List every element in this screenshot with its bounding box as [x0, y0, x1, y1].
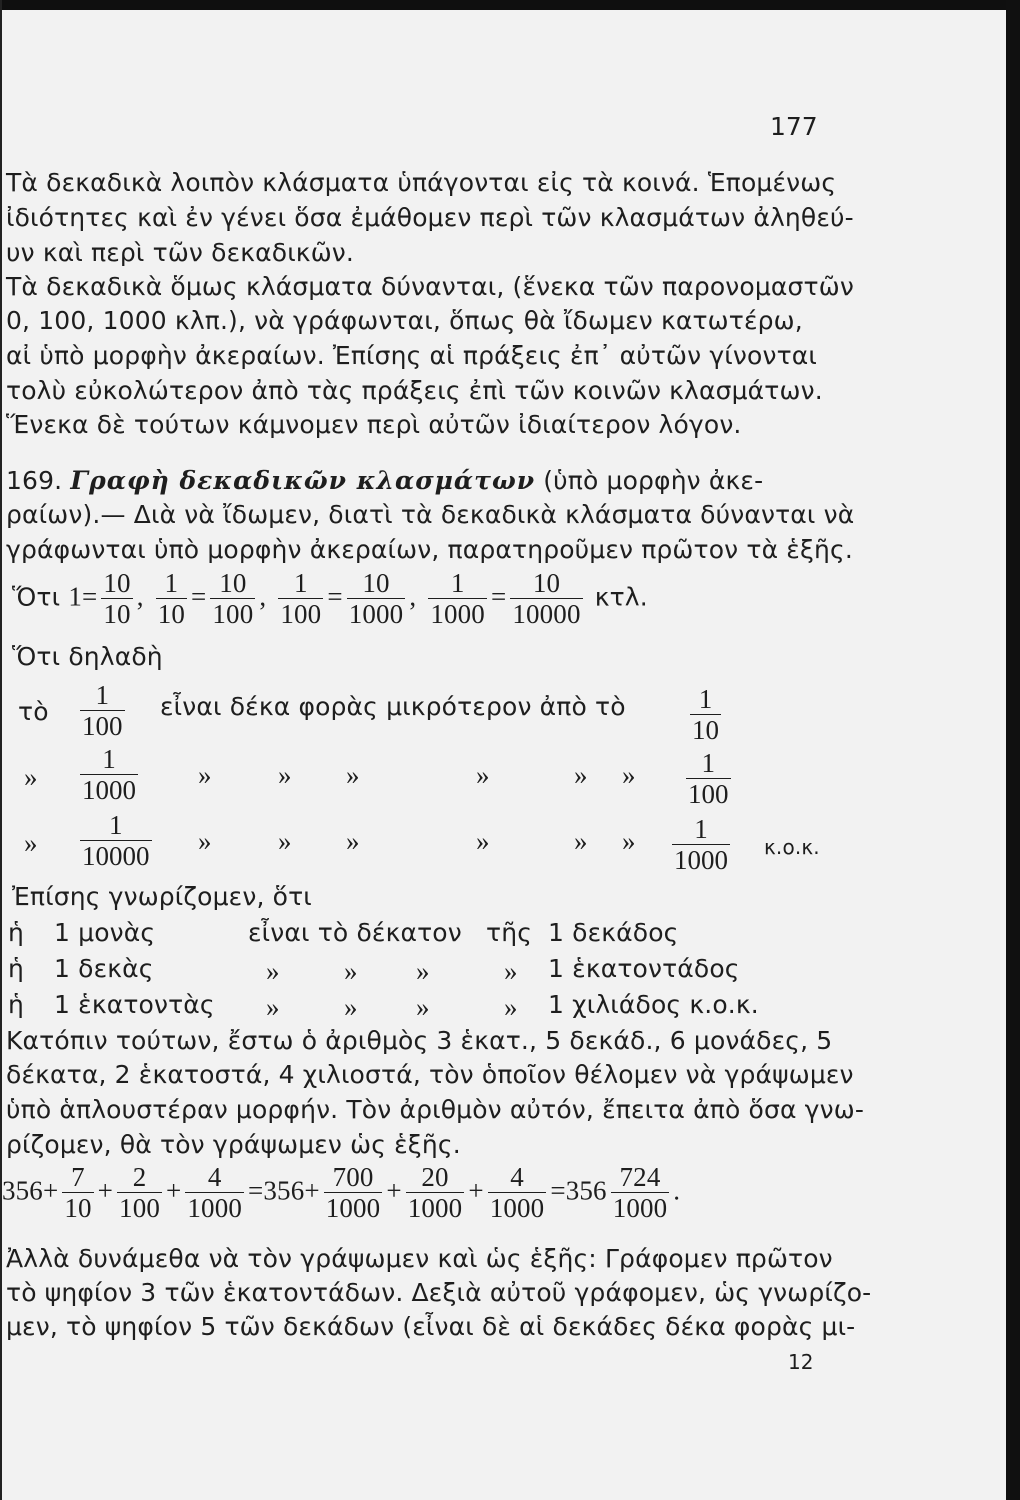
section-heading: Γραφὴ δεκαδικῶν κλασμάτων — [70, 466, 536, 495]
text-line: μεν, τὸ ψηφίον 5 τῶν δεκάδων (εἶναι δὲ αἱ δεκάδες δέκα φορὰς μι- — [6, 1312, 856, 1341]
text-line: Ὅτι δηλαδὴ — [12, 642, 163, 671]
fraction: $\frac{10}{10}$ — [103, 568, 131, 629]
fraction: $\frac{1}{10}$ — [692, 684, 719, 745]
fraction: $\frac{1}{10}$ — [157, 568, 186, 629]
fraction: $\frac{724}{1000}$ — [612, 1162, 668, 1223]
text-line: υν καὶ περὶ τῶν δεκαδικῶν. — [6, 238, 354, 267]
text-line: αἰ ὑπὸ μορφὴν ἀκεραίων. Ἐπίσης αἱ πράξεις ἐπ᾽ αὐτῶν γίνονται — [6, 341, 818, 370]
text-line: τολὺ εὐκολώτερον ἀπὸ τὰς πράξεις ἐπὶ τῶν κοινῶν κλασμάτων. — [6, 376, 823, 405]
equation-decimal-sum: 356+ $\frac{7}{10}$ + $\frac{2}{100}$ + $\frac{4}{1000}$ =356+ $\frac{700}{1000}$ + $\frac{20}{1000}$ + $\frac{4}{1000}$ =356 $\frac{724}{1000}$ . — [2, 1162, 681, 1223]
text-line: ἰδιότητες καὶ ἐν γένει ὅσα ἐμάθομεν περὶ τῶν κλασμάτων ἀληθεύ- — [6, 203, 854, 232]
page-number: 177 — [770, 112, 818, 141]
fraction: $\frac{1}{1000}$ — [674, 814, 728, 875]
text-line: Τὰ δεκαδικὰ λοιπὸν κλάσματα ὑπάγονται εἰς τὰ κοινά. Ἑπομένως — [6, 168, 837, 197]
fraction: $\frac{1}{100}$ — [82, 680, 123, 741]
fraction: $\frac{7}{10}$ — [64, 1162, 92, 1223]
equation-powers-of-ten: Ὅτι 1= $\frac{10}{10}$ , $\frac{1}{10}$ = $\frac{10}{100}$ , $\frac{1}{100}$ = $\frac{10}{1000}$ , $\frac{1}{1000}$ = $\frac{10}{10000}$ κτλ. — [12, 568, 648, 629]
fraction: $\frac{4}{1000}$ — [489, 1162, 545, 1223]
text-line: Ἕνεκα δὲ τούτων κάμνομεν περὶ αὐτῶν ἰδιαίτερον λόγον. — [6, 410, 742, 439]
units-list: ἡ 1 μονὰς εἶναι τὸ δέκατον τῆς 1 δεκάδος ἡ 1 δεκὰς » » » » 1 ἑκατοντάδος ἡ 1 ἑκατοντὰς » » » » 1 χιλιάδος κ.ο.κ. — [8, 918, 759, 1022]
scan-border-top — [0, 0, 1020, 10]
text-line: Ἐπίσης γνωρίζομεν, ὅτι — [12, 882, 312, 911]
fraction: $\frac{20}{1000}$ — [407, 1162, 463, 1223]
text-line: δέκατα, 2 ἑκατοστά, 4 χιλιοστά, τὸν ὁποῖον θέλομεν νὰ γράψωμεν — [6, 1060, 854, 1089]
text-line: ραίων).— Διὰ νὰ ἴδωμεν, διατὶ τὰ δεκαδικὰ κλάσματα δύνανται νὰ — [6, 500, 855, 529]
text-line: γράφωνται ὑπὸ μορφὴν ἀκεραίων, παρατηροῦμεν πρῶτον τὰ ἑξῆς. — [6, 535, 853, 564]
fraction: $\frac{2}{100}$ — [119, 1162, 160, 1223]
fraction: $\frac{1}{1000}$ — [430, 568, 485, 629]
text-line: Τὰ δεκαδικὰ ὅμως κλάσματα δύνανται, (ἕνεκα τῶν παρονομαστῶν — [6, 272, 854, 301]
section-heading-line — [6, 466, 763, 496]
text-line: Κατόπιν τούτων, ἔστω ὁ ἀριθμὸς 3 ἑκατ., 5 δεκάδ., 6 μονάδες, 5 — [6, 1026, 833, 1055]
text-line: ρίζομεν, θὰ τὸν γράψωμεν ὡς ἑξῆς. — [6, 1130, 461, 1159]
fraction: $\frac{10}{1000}$ — [348, 568, 404, 629]
section-heading-rest: (ὑπὸ μορφὴν ἀκε- — [543, 466, 764, 495]
text-line: 0, 100, 1000 κλπ.), νὰ γράφωνται, ὅπως θὰ ἴδωμεν κατωτέρω, — [6, 306, 803, 335]
text-line: Ἀλλὰ δυνάμεθα νὰ τὸν γράψωμεν καὶ ὡς ἑξῆς: Γράφομεν πρῶτον — [6, 1244, 833, 1273]
scan-border-right — [1006, 0, 1020, 1500]
book-page — [2, 10, 1006, 1500]
fraction: $\frac{700}{1000}$ — [325, 1162, 381, 1223]
text-line: ὑπὸ ἁπλουστέραν μορφήν. Τὸν ἀριθμὸν αὐτόν, ἔπειτα ἀπὸ ὅσα γνω- — [6, 1095, 864, 1124]
fraction: $\frac{10}{10000}$ — [512, 568, 581, 629]
section-number: 169. — [6, 466, 63, 495]
fraction: $\frac{10}{100}$ — [212, 568, 254, 629]
fraction: $\frac{1}{100}$ — [688, 748, 729, 809]
signature-mark: 12 — [788, 1350, 814, 1374]
comparison-list: τὸ $\frac{1}{100}$ εἶναι δέκα φορὰς μικρότερον ἀπὸ τὸ $\frac{1}{10}$ » $\frac{1}{1000}$ » » » » » » $\frac{1}{100}$ » $\frac{1}{10000}$ » » » » » » $\frac{1}{1000}$ κ.ο.κ. — [18, 680, 820, 875]
fraction: $\frac{1}{10000}$ — [82, 810, 150, 871]
fraction: $\frac{4}{1000}$ — [187, 1162, 242, 1223]
fraction: $\frac{1}{100}$ — [280, 568, 322, 629]
text-line: τὸ ψηφίον 3 τῶν ἑκατοντάδων. Δεξιὰ αὐτοῦ γράφομεν, ὡς γνωρίζο- — [6, 1278, 872, 1307]
fraction: $\frac{1}{1000}$ — [82, 744, 136, 805]
